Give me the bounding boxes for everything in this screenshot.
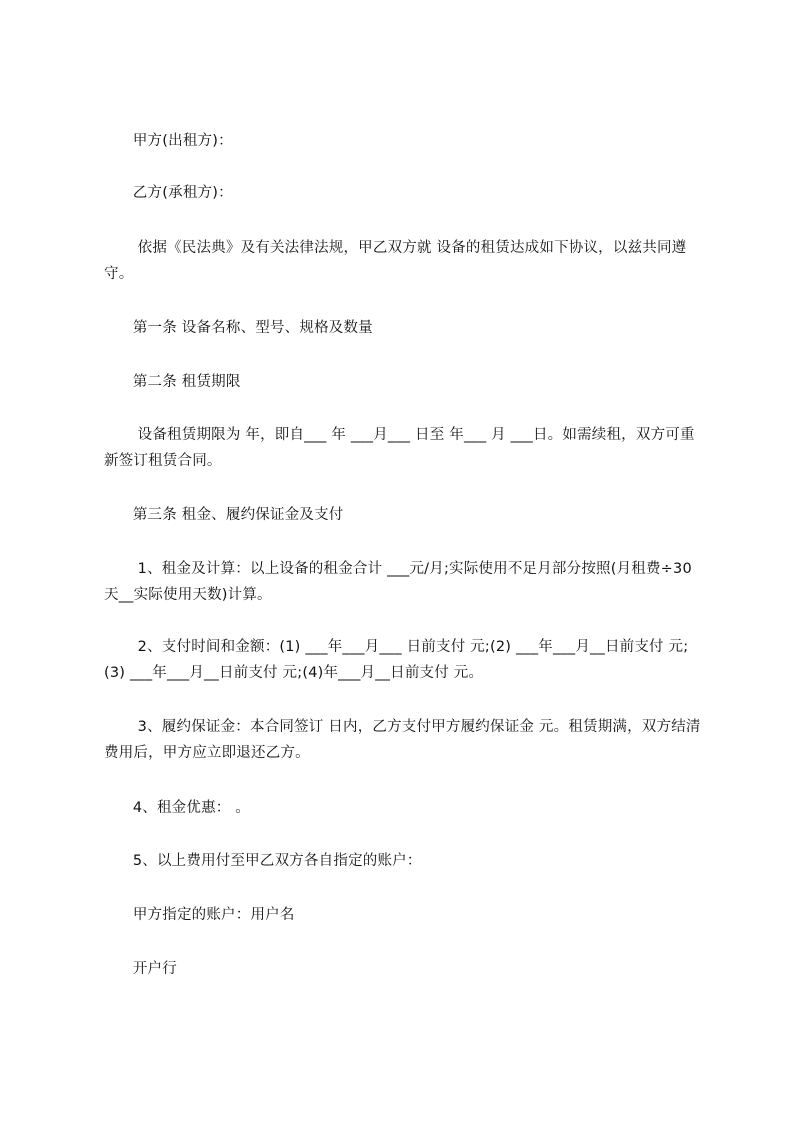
bank-line: 开户行 [104, 961, 177, 977]
preamble-paragraph: 依据《民法典》及有关法律法规，甲乙双方就 设备的租赁达成如下协议，以兹共同遵守。 [104, 240, 687, 282]
party-a-line: 甲方(出租方)： [104, 133, 233, 149]
article-2-heading: 第二条 租赁期限 [104, 374, 241, 390]
rent-discount-line: 4、租金优惠： 。 [104, 800, 250, 816]
payment-schedule-paragraph: 2、支付时间和金额：(1) ___年___月___ 日前支付 元;(2) ___年___月__日前支付 元;(3) ___年___月__日前支付 元;(4)年___月__日前支付 元。 [104, 639, 689, 681]
payment-accounts-line: 5、以上费用付至甲乙双方各自指定的账户： [104, 853, 422, 869]
rent-calculation-paragraph: 1、租金及计算：以上设备的租金合计 ___元/月;实际使用不足月部分按照(月租费÷30 天__实际使用天数)计算。 [104, 561, 697, 603]
article-1-heading: 第一条 设备名称、型号、规格及数量 [104, 320, 373, 336]
article-3-heading: 第三条 租金、履约保证金及支付 [104, 507, 344, 523]
lease-term-paragraph: 设备租赁期限为 年，即自___ 年 ___月___ 日至 年___ 月 ___日。如需续租，双方可重新签订租赁合同。 [104, 427, 695, 469]
deposit-paragraph: 3、履约保证金：本合同签订 日内，乙方支付甲方履约保证金 元。租赁期满，双方结清费用后，甲方应立即退还乙方。 [104, 719, 701, 761]
party-a-account-line: 甲方指定的账户：用户名 [104, 907, 295, 923]
party-b-line: 乙方(承租方)： [104, 185, 233, 201]
